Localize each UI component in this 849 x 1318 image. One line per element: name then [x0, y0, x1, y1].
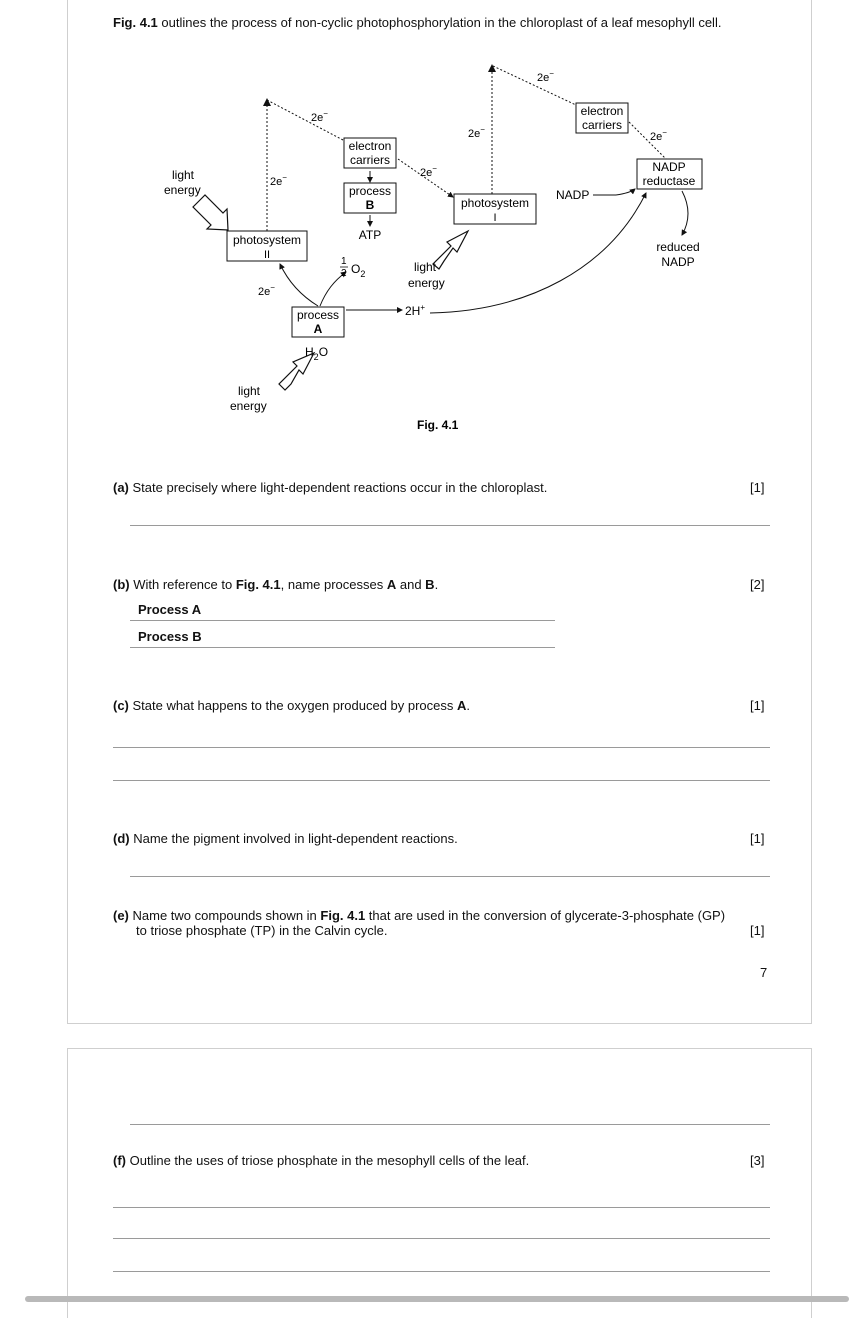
intro-text: Fig. 4.1 outlines the process of non-cyclic photophosphorylation in the chloroplast of a leaf mesophyll cell.: [113, 15, 722, 30]
nadp-input-arrow: [616, 189, 635, 195]
electron-carriers-2-line1: electron: [580, 104, 624, 118]
two-h-label: 2H+: [405, 303, 426, 318]
electron-carriers-2-line2: carriers: [581, 118, 623, 132]
reduced-nadp-line1: reduced: [656, 240, 700, 254]
photosystem-i-label: photosystem: [460, 196, 530, 210]
reductase-output-arrow: [682, 191, 688, 235]
horizontal-scrollbar[interactable]: [25, 1296, 849, 1302]
light-arrow-mid: [433, 231, 468, 269]
answer-line-c-2[interactable]: [113, 780, 770, 781]
question-a-marks: [1]: [750, 480, 765, 495]
nadp-reductase-line2: reductase: [642, 174, 696, 188]
e-label-ps1-top: 2e−: [537, 69, 554, 84]
process-b-answer-label: Process B: [138, 629, 202, 644]
light-label-mid: light: [414, 260, 437, 274]
process-b-line2: B: [365, 198, 375, 212]
question-b-marks: [2]: [750, 577, 765, 592]
e-label-ps2-top: 2e−: [311, 109, 328, 124]
answer-line-e[interactable]: [130, 1124, 770, 1125]
question-c: (c) State what happens to the oxygen produced by process A.: [113, 698, 471, 713]
question-e-line1: (e) Name two compounds shown in Fig. 4.1 that are used in the conversion of glycerate-3-phosphate (GP): [113, 908, 726, 923]
question-e-line2: to triose phosphate (TP) in the Calvin cycle.: [136, 923, 388, 938]
answer-line-c-1[interactable]: [113, 747, 770, 748]
e-label-ps2-left: 2e−: [270, 173, 287, 188]
question-d-marks: [1]: [750, 831, 765, 846]
answer-line-a[interactable]: [130, 525, 770, 526]
e-label-water: 2e−: [258, 283, 275, 298]
atp-label: ATP: [358, 228, 382, 242]
light-label-left: light: [172, 168, 195, 182]
photosystem-ii-numeral: II: [263, 249, 271, 261]
question-d: (d) Name the pigment involved in light-dependent reactions.: [113, 831, 458, 846]
ps1-to-ec2-line: [493, 66, 576, 105]
question-f-marks: [3]: [750, 1153, 765, 1168]
light-arrow-left: [193, 195, 228, 230]
question-a: (a) State precisely where light-dependent reactions occur in the chloroplast.: [113, 480, 548, 495]
question-f: (f) Outline the uses of triose phosphate in the mesophyll cells of the leaf.: [113, 1153, 530, 1168]
answer-line-f-1[interactable]: [113, 1207, 770, 1208]
process-a-answer-label: Process A: [138, 602, 202, 617]
photosystem-ii-label: photosystem: [232, 233, 302, 247]
water-label: $H_2O$: [305, 345, 329, 362]
oxygen-label: $O_2$: [351, 262, 366, 279]
light-label-bottom: light: [238, 384, 261, 398]
process-b-line1: process: [348, 184, 392, 198]
process-a-line1: process: [296, 308, 340, 322]
energy-label-mid: energy: [408, 276, 445, 290]
question-e-marks: [1]: [750, 923, 765, 938]
ps2-to-ec1-line: [267, 100, 343, 140]
question-b: (b) With reference to Fig. 4.1, name processes A and B.: [113, 577, 439, 592]
process-a-line2: A: [313, 322, 323, 336]
e-label-ec2: 2e−: [650, 128, 667, 143]
half-numerator: 1: [341, 256, 347, 267]
water-to-ps2-electron-arrow: [280, 264, 318, 306]
answer-line-f-2[interactable]: [113, 1238, 770, 1239]
figure-caption: Fig. 4.1: [417, 418, 459, 432]
exam-page-2: [67, 1048, 812, 1318]
energy-label-left: energy: [164, 183, 201, 197]
protons-to-reductase-curve: [430, 193, 646, 313]
photosystem-i-numeral: I: [493, 212, 497, 224]
exam-page-1: [67, 0, 812, 1024]
answer-line-process-a[interactable]: [130, 620, 555, 621]
answer-line-f-3[interactable]: [113, 1271, 770, 1272]
e-label-ec1: 2e−: [420, 164, 437, 179]
page-number: 7: [760, 965, 768, 980]
reduced-nadp-line2: NADP: [661, 255, 695, 269]
answer-line-process-b[interactable]: [130, 647, 555, 648]
nadp-label: NADP: [556, 188, 590, 202]
answer-line-d[interactable]: [130, 876, 770, 877]
half-denominator: 2: [341, 268, 347, 279]
nadp-reductase-line1: NADP: [652, 160, 686, 174]
photophosphorylation-diagram: [68, 0, 813, 439]
electron-carriers-1-line2: carriers: [349, 153, 391, 167]
e-label-ps1-mid: 2e−: [468, 125, 485, 140]
energy-label-bottom: energy: [230, 399, 267, 413]
question-c-marks: [1]: [750, 698, 765, 713]
electron-carriers-1-line1: electron: [348, 139, 392, 153]
